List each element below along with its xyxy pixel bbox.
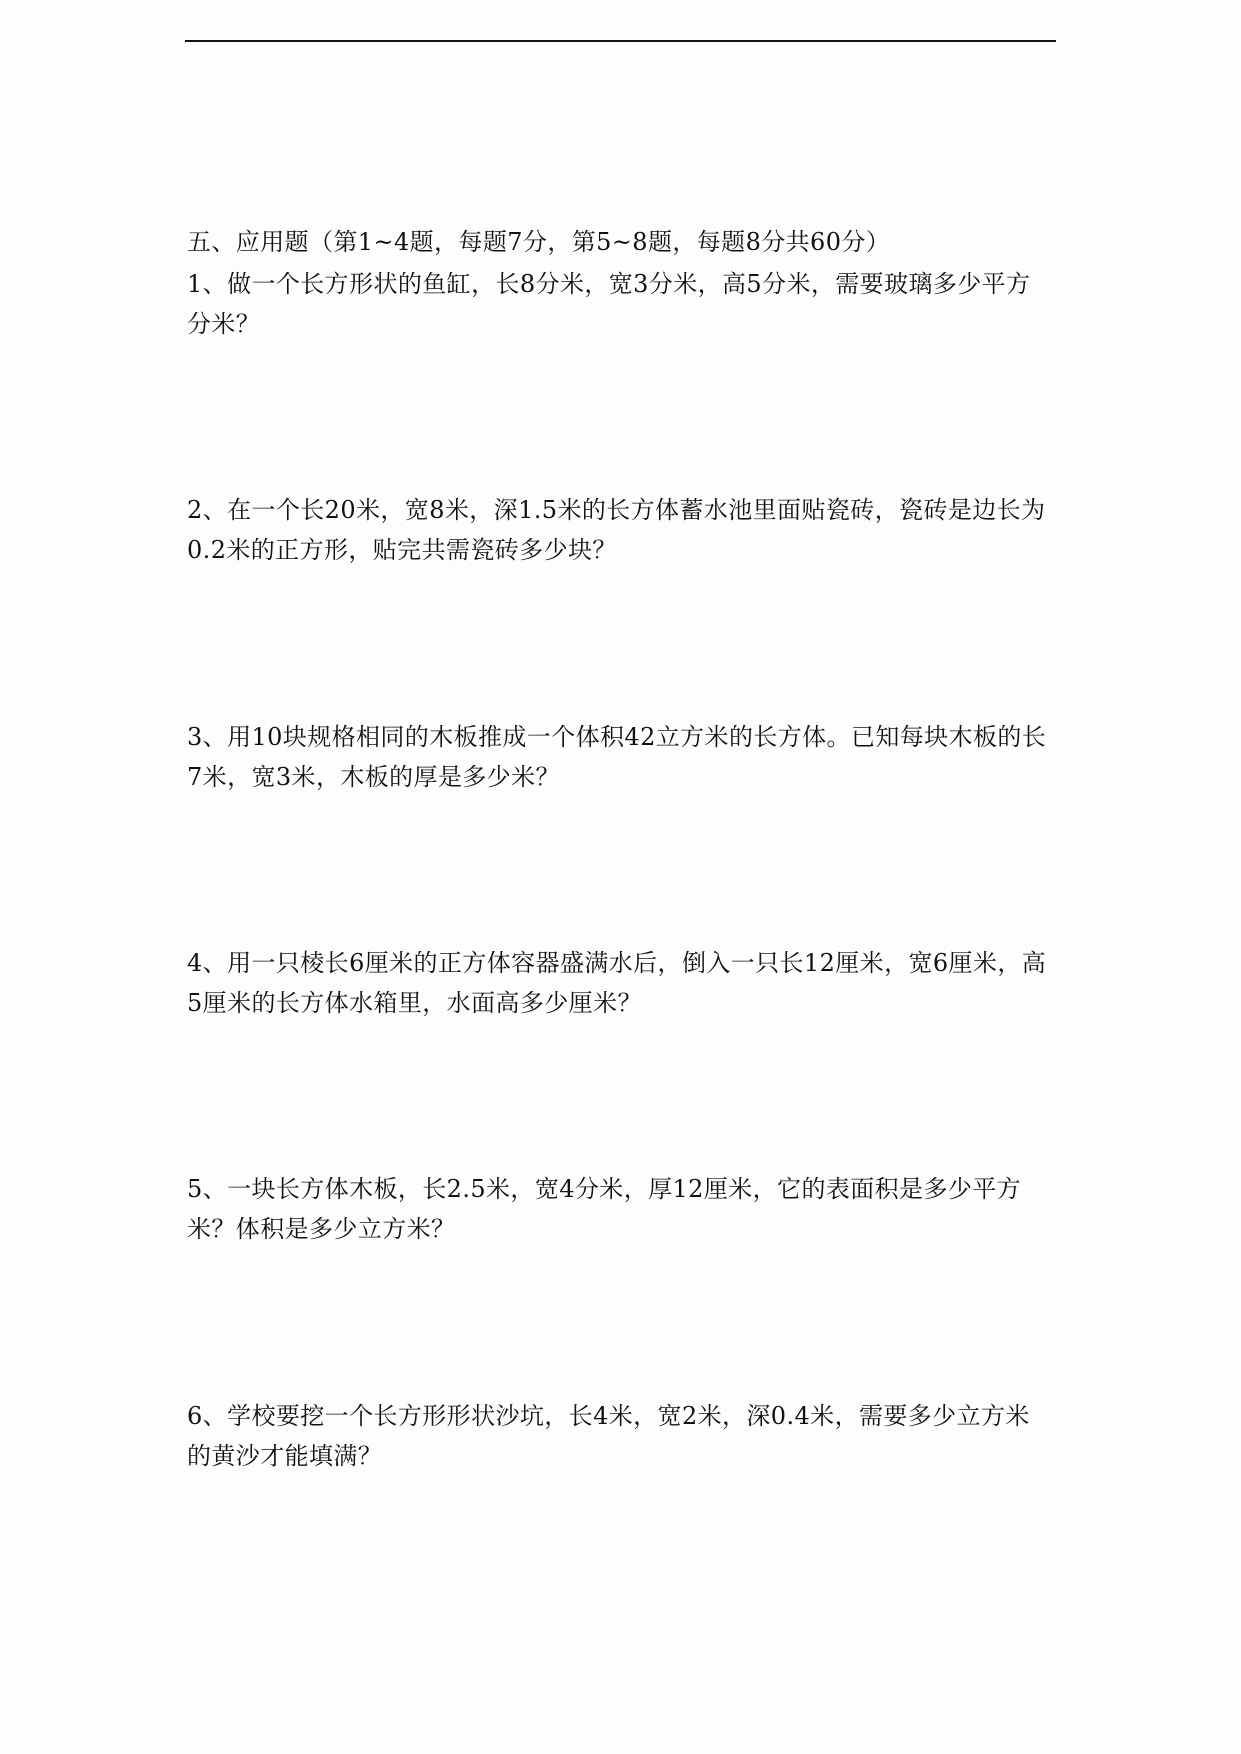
- question-5-line-2: 米？体积是多少立方米？: [187, 1215, 456, 1243]
- question-6-line-2: 的黄沙才能填满？: [187, 1442, 383, 1470]
- question-2-line-2: 0.2米的正方形，贴完共需瓷砖多少块？: [187, 536, 617, 564]
- question-3-line-1: 3、用10块规格相同的木板推成一个体积42立方米的长方体。已知每块木板的长: [187, 723, 1047, 751]
- question-1-line-2: 分米？: [187, 310, 261, 338]
- header-rule: [185, 40, 1056, 42]
- question-5-line-1: 5、一块长方体木板，长2.5米，宽4分米，厚12厘米，它的表面积是多少平方: [187, 1175, 1022, 1203]
- question-6-line-1: 6、学校要挖一个长方形形状沙坑，长4米，宽2米，深0.4米，需要多少立方米: [187, 1402, 1030, 1430]
- section-title: 五、应用题（第1~4题，每题7分，第5~8题，每题8分共60分）: [187, 228, 891, 256]
- question-3-line-2: 7米，宽3米，木板的厚是多少米？: [187, 763, 560, 791]
- question-4-line-1: 4、用一只棱长6厘米的正方体容器盛满水后，倒入一只长12厘米，宽6厘米，高: [187, 949, 1047, 977]
- question-2-line-1: 2、在一个长20米，宽8米，深1.5米的长方体蓄水池里面贴瓷砖，瓷砖是边长为: [187, 496, 1046, 524]
- question-4-line-2: 5厘米的长方体水箱里，水面高多少厘米？: [187, 989, 642, 1017]
- question-1-line-1: 1、做一个长方形状的鱼缸，长8分米，宽3分米，高5分米，需要玻璃多少平方: [187, 270, 1031, 298]
